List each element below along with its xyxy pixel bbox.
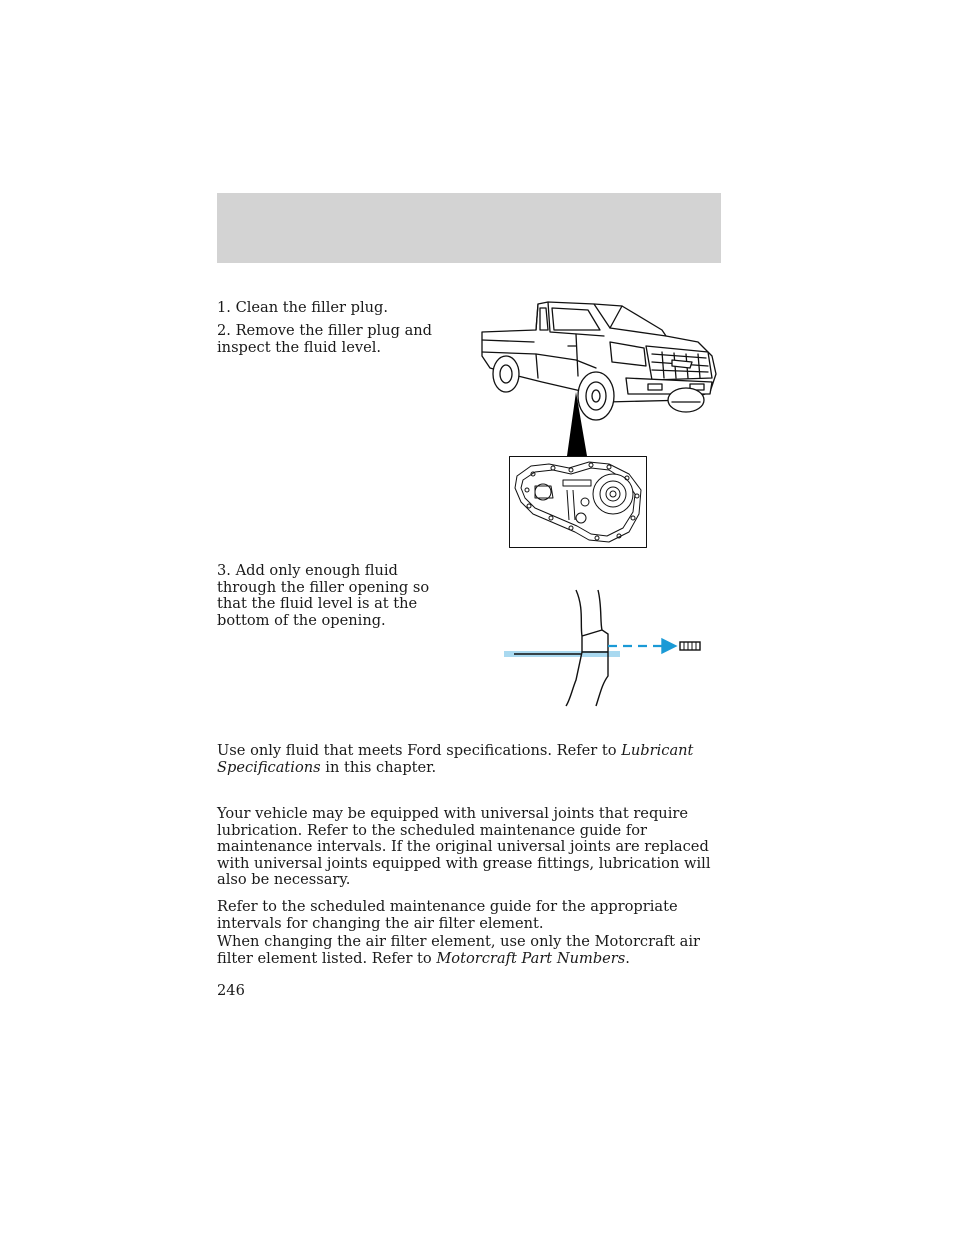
section-header-band	[217, 193, 721, 263]
transfer-case-detail	[509, 456, 647, 548]
fluid-note-tail: in this chapter.	[320, 758, 437, 776]
pickup-truck-illustration	[476, 296, 720, 460]
motorcraft-part-numbers-reference: Motorcraft Part Numbers	[436, 949, 626, 967]
page-number: 246	[217, 982, 245, 999]
callout-pointer	[566, 392, 590, 458]
universal-joints-paragraph: Your vehicle may be equipped with universal joints that require lubrication. Refer to the scheduled maintenance guide for maintenance intervals. If the original universal joints are replaced with universal joints equipped with grease fittings, lubrication will also be necessary.	[217, 805, 711, 888]
lubricant-specifications-reference: Lubricant Specifications	[217, 742, 694, 776]
step-3-text: 3. Add only enough fluid through the filler opening so that the fluid level is at the bottom of the opening.	[217, 562, 430, 629]
air-filter-paragraph-2	[217, 934, 722, 967]
step-2-text: 2. Remove the filler plug and inspect the fluid level.	[217, 322, 433, 356]
air-filter-paragraph-1: Refer to the scheduled maintenance guide for the appropriate intervals for changing the air filter element.	[217, 898, 678, 932]
air-filter-text: When changing the air filter element, use only the Motorcraft air filter element listed. Refer to	[217, 933, 701, 967]
step-1-text: 1. Clean the filler plug.	[217, 299, 389, 316]
fluid-spec-note	[217, 743, 722, 776]
air-filter-tail: .	[625, 949, 630, 967]
fluid-note-text: Use only fluid that meets Ford specifications. Refer to	[217, 742, 622, 759]
fluid-fill-level-diagram	[500, 584, 710, 710]
